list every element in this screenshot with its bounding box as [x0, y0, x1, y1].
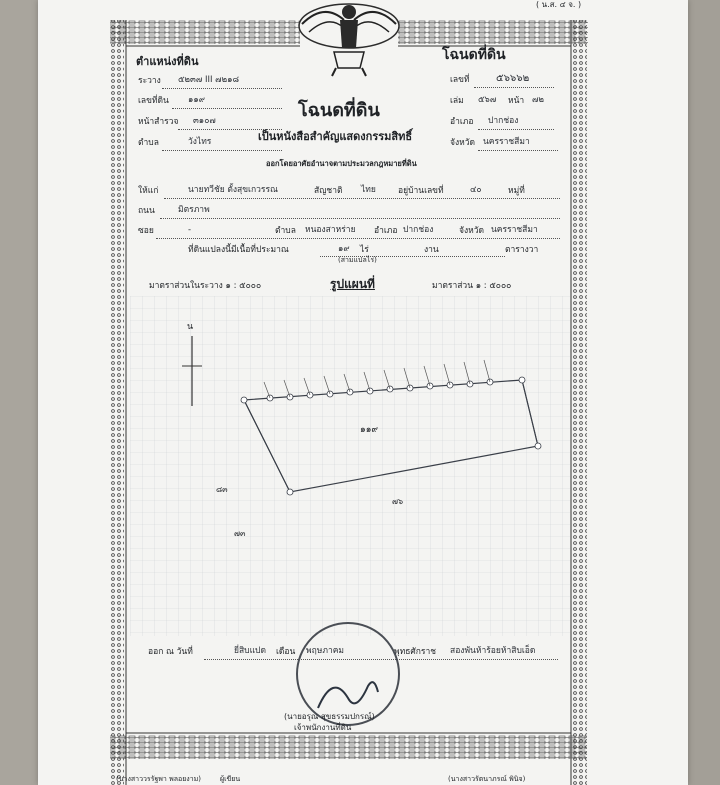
- issue-year: สองพันห้าร้อยห้าสิบเอ็ด: [450, 646, 536, 656]
- field-value-tambon: วังไทร: [188, 137, 212, 147]
- field-label-land-no: เลขที่ดิน: [138, 96, 169, 106]
- cadastral-map: [130, 296, 570, 656]
- form-code: ( น.ส. ๔ จ. ): [536, 0, 582, 9]
- province-label: จังหวัด: [459, 226, 485, 236]
- amphoe-value: ปากช่อง: [403, 225, 434, 235]
- left-title: ตำแหน่งที่ดิน: [136, 55, 199, 68]
- officer-title: เจ้าพนักงานที่ดิน: [294, 723, 352, 732]
- field-value-survey-page: ๓๑๐๗: [193, 116, 216, 126]
- background-right: [688, 0, 720, 785]
- province-value: นครราชสีมา: [491, 225, 538, 235]
- field-label-page: หน้า: [508, 96, 525, 106]
- field-label-volume: เล่ม: [450, 96, 464, 106]
- wa-label: ตารางวา: [505, 245, 539, 255]
- field-value-page: ๗๒: [532, 95, 544, 105]
- title-deed-paper: [38, 0, 688, 785]
- nationality-value: ไทย: [361, 185, 376, 195]
- corner-label: ๗๓: [234, 529, 246, 538]
- soi-label: ซอย: [138, 226, 154, 236]
- field-value-sheet: ๕๒๓๗ III ๗๒๑๘: [178, 75, 240, 85]
- bottom-right-name: (นางสาวรัตนาภรณ์ พินิจ): [448, 775, 526, 783]
- area-label: ที่ดินแปลงนี้มีเนื้อที่ประมาณ: [188, 245, 289, 255]
- issued-by: ออกโดยอาศัยอำนาจตามประมวลกฎหมายที่ดิน: [266, 159, 417, 168]
- subtitle: เป็นหนังสือสำคัญแสดงกรรมสิทธิ์: [258, 130, 413, 143]
- north-label: น: [187, 322, 194, 332]
- issue-day: ยี่สิบแปด: [234, 646, 266, 656]
- area-note: (สามแปลไร่): [338, 256, 377, 264]
- area-rai-value: ๑๙: [338, 244, 350, 254]
- soi-value: -: [188, 225, 192, 235]
- west-neighbor: ๘๓: [216, 485, 228, 494]
- amphoe-label: อำเภอ: [374, 226, 398, 236]
- field-value-land-no: ๑๑๙: [188, 95, 206, 105]
- field-value-amphoe: ปากช่อง: [488, 116, 519, 126]
- field-label-deed-no: เลขที่: [450, 75, 470, 85]
- tambon-value: หนองสาหร่าย: [305, 225, 356, 235]
- field-value-volume: ๕๖๗: [478, 95, 497, 105]
- garuda-emblem: [294, 0, 404, 80]
- nationality-label: สัญชาติ: [314, 186, 343, 196]
- officer-name: (นายอรุณ สุขธรรมปกรณ์): [284, 712, 375, 721]
- moo-label: หมู่ที่: [508, 186, 525, 196]
- bottom-left-name: (นางสาววรรัฐพา พลอยงาม): [116, 775, 201, 783]
- bottom-writer: ผู้เขียน: [220, 775, 241, 783]
- field-label-sheet: ระวาง: [138, 76, 161, 86]
- address-label: อยู่บ้านเลขที่: [398, 186, 444, 196]
- owner-name: นายทวีชัย ตั้งสุขเกวรรณ: [188, 185, 278, 195]
- parcel-number: ๑๑๙: [360, 425, 379, 435]
- right-title: โฉนดที่ดิน: [442, 47, 506, 63]
- house-no-value: ๔๐: [470, 185, 482, 195]
- issue-date-label: ออก ณ วันที่: [148, 647, 193, 657]
- rai-label: ไร่: [360, 245, 369, 255]
- background-left: [0, 0, 38, 785]
- road-label: ถนน: [138, 206, 155, 216]
- field-label-tambon: ตำบล: [138, 138, 159, 148]
- south-neighbor: ๗๖: [392, 497, 404, 506]
- field-label-amphoe: อำเภอ: [450, 117, 474, 127]
- field-value-deed-no: ๕๖๖๖๒: [496, 73, 530, 84]
- ngan-label: งาน: [424, 245, 439, 255]
- scale-right: มาตราส่วน ๑ : ๕๐๐๐: [432, 281, 512, 291]
- map-title: รูปแผนที่: [330, 277, 375, 291]
- month-label: เดือน: [276, 647, 296, 657]
- road-value: มิตรภาพ: [178, 205, 210, 215]
- tambon-label: ตำบล: [275, 226, 296, 236]
- scale-left: มาตราส่วนในระวาง ๑ : ๕๐๐๐: [149, 281, 262, 291]
- field-label-survey-page: หน้าสำรวจ: [138, 117, 179, 127]
- year-label: พุทธศักราช: [394, 647, 437, 657]
- field-label-province: จังหวัด: [450, 138, 476, 148]
- main-title: โฉนดที่ดิน: [298, 100, 380, 121]
- issue-month: พฤษภาคม: [306, 646, 345, 656]
- owner-label: ให้แก่: [138, 186, 159, 196]
- field-value-province: นครราชสีมา: [483, 137, 530, 147]
